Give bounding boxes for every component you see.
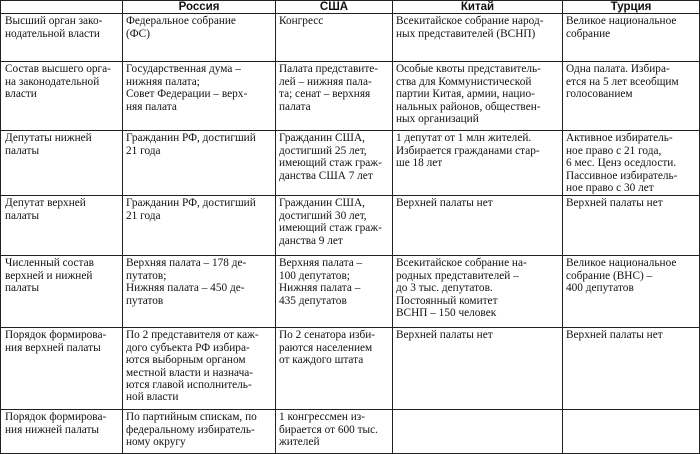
row-label-cell [1, 14, 123, 62]
cell-usa [276, 256, 393, 328]
header-usa: США [276, 1, 393, 14]
cell-line: ных представителей (ВСНП) [396, 27, 536, 40]
cell-line: Верхняя палата – [279, 257, 363, 270]
table-row [1, 256, 700, 328]
cell-line: Верхней палаты нет [396, 329, 493, 342]
cell-line: По 2 представителя от каж- [126, 329, 259, 342]
cell-line: путатов [126, 294, 164, 307]
cell-line: 400 депутатов [566, 282, 634, 295]
cell-line: Всекитайское собрание на- [396, 257, 527, 270]
cell-line: Государственная дума – [126, 63, 241, 76]
header-blank [1, 1, 123, 14]
table-row [1, 14, 700, 62]
cell-line: ВСНП – 150 человек [396, 307, 497, 320]
row-label-cell [1, 196, 123, 256]
cell-line: партии Китая, армии, нацио- [396, 88, 535, 101]
cell-line: местной власти и назнача- [126, 366, 254, 379]
cell-turkey [563, 62, 700, 131]
table-row [1, 328, 700, 410]
cell-line: Состав высшего орга- [5, 63, 111, 76]
cell-line: имеющий стаж граж- [279, 157, 382, 170]
cell-russia [123, 328, 276, 410]
cell-line: Особые квоты представитель- [396, 63, 541, 76]
row-label-cell [1, 256, 123, 328]
cell-line: палаты [5, 209, 40, 222]
cell-line: собрание (ВНС) – [566, 269, 653, 282]
cell-line: ется на 5 лет всеобщим [566, 75, 679, 88]
cell-line: Палата представите- [279, 63, 379, 76]
cell-line: Всекитайское собрание народ- [396, 15, 544, 28]
cell-line: родных представителей – [396, 269, 519, 282]
cell-line: данства США 7 лет [279, 169, 373, 182]
row-label-cell [1, 131, 123, 196]
cell-usa [276, 328, 393, 410]
cell-line: лей – нижняя пала- [279, 75, 372, 88]
header-row [1, 1, 700, 14]
table-row [1, 196, 700, 256]
cell-line: ной власти [126, 391, 179, 404]
cell-line: 1 депутат от 1 млн жителей. [396, 132, 532, 145]
cell-line: палаты [5, 144, 40, 157]
cell-turkey [563, 131, 700, 196]
cell-line: палата [279, 100, 311, 113]
table-row [1, 62, 700, 131]
cell-turkey [563, 410, 700, 454]
cell-line: Верхняя палата – 178 де- [126, 257, 247, 270]
cell-line: ше 18 лет [396, 157, 443, 170]
cell-line: 100 депутатов; [279, 269, 350, 282]
cell-line: ное право с 30 лет [566, 182, 654, 195]
cell-line: 6 мес. Ценз оседлости. [566, 157, 677, 170]
cell-line: Порядок формирова- [5, 329, 107, 342]
cell-line: Верхней палаты нет [566, 329, 663, 342]
cell-line: 21 года [126, 144, 161, 157]
cell-line: ных организаций [396, 113, 479, 126]
header-russia: Россия [123, 1, 276, 14]
cell-line: (ФС) [126, 27, 150, 40]
cell-line: По 2 сенатора изби- [279, 329, 376, 342]
cell-line: путатов; [126, 269, 167, 282]
cell-russia [123, 62, 276, 131]
cell-line: на законодательной [5, 75, 100, 88]
cell-line: Нижняя палата – 450 де- [126, 282, 245, 295]
cell-line: власти [5, 88, 37, 101]
row-label-cell [1, 328, 123, 410]
cell-line: ются выборным органом [126, 354, 246, 367]
cell-line: Постоянный комитет [396, 294, 498, 307]
cell-line: бирается от 600 тыс. [279, 423, 378, 436]
cell-russia [123, 131, 276, 196]
cell-china [393, 256, 563, 328]
row-label-cell [1, 62, 123, 131]
cell-russia [123, 14, 276, 62]
cell-line: до 3 тыс. депутатов. [396, 282, 493, 295]
cell-turkey [563, 328, 700, 410]
cell-turkey [563, 256, 700, 328]
cell-line: Федеральное собрание [126, 15, 236, 28]
cell-line: дого субъекта РФ избира- [126, 341, 250, 354]
cell-line: ния нижней палаты [5, 423, 99, 436]
cell-russia [123, 410, 276, 454]
cell-usa [276, 62, 393, 131]
cell-line: Верхней палаты нет [396, 197, 493, 210]
cell-line: Депутаты нижней [5, 132, 92, 145]
cell-line: нижняя палата; [126, 75, 200, 88]
cell-line: ства для Коммунистической [396, 75, 532, 88]
cell-line: ное право с 21 года, [566, 144, 662, 157]
cell-line: жителей [279, 436, 320, 449]
cell-line: Порядок формирова- [5, 411, 107, 424]
cell-china [393, 131, 563, 196]
cell-line: 1 конгрессмен из- [279, 411, 365, 424]
cell-line: нальных районов, обществен- [396, 100, 541, 113]
table-row [1, 410, 700, 454]
cell-china [393, 196, 563, 256]
cell-line: Конгресс [279, 15, 324, 28]
row-label-cell [1, 410, 123, 454]
table-body [1, 14, 700, 454]
cell-line: Верхней палаты нет [566, 197, 663, 210]
cell-line: Гражданин РФ, достигший [126, 197, 256, 210]
cell-line: верхней и нижней [5, 269, 93, 282]
cell-line: Нижняя палата – [279, 282, 361, 295]
cell-line: та; сенат – верхняя [279, 88, 371, 101]
cell-turkey [563, 196, 700, 256]
cell-line: достигший 25 лет, [279, 144, 367, 157]
cell-line: собрание [566, 27, 611, 40]
cell-line: Великое национальное [566, 15, 677, 28]
cell-line: Одна палата. Избира- [566, 63, 670, 76]
cell-line: федеральному избиратель- [126, 423, 255, 436]
cell-line: По партийным спискам, по [126, 411, 257, 424]
cell-line: раются населением [279, 341, 373, 354]
cell-turkey [563, 14, 700, 62]
cell-line: от каждого штата [279, 354, 364, 367]
table-row [1, 131, 700, 196]
cell-line: 435 депутатов [279, 294, 347, 307]
cell-line: 21 года [126, 209, 161, 222]
header-turkey: Турция [563, 1, 700, 14]
cell-usa [276, 196, 393, 256]
cell-line: Гражданин США, [279, 132, 365, 145]
cell-usa [276, 410, 393, 454]
cell-china [393, 328, 563, 410]
cell-line: палаты [5, 282, 40, 295]
cell-usa [276, 131, 393, 196]
cell-line: Пассивное избиратель- [566, 169, 678, 182]
cell-line: Великое национальное [566, 257, 677, 270]
cell-line: Численный состав [5, 257, 94, 270]
cell-line: ются главой исполнитель- [126, 379, 252, 392]
cell-usa [276, 14, 393, 62]
cell-russia [123, 196, 276, 256]
cell-line: ния верхней палаты [5, 341, 101, 354]
cell-line: Депутат верхней [5, 197, 86, 210]
cell-line: Высший орган зако- [5, 15, 103, 28]
cell-china [393, 14, 563, 62]
cell-line: данства 9 лет [279, 234, 343, 247]
cell-line: Совет Федерации – верх- [126, 88, 248, 101]
cell-line: достигший 30 лет, [279, 209, 367, 222]
cell-line: голосованием [566, 88, 633, 101]
cell-china [393, 410, 563, 454]
cell-line: Гражданин РФ, достигший [126, 132, 256, 145]
cell-china [393, 62, 563, 131]
cell-line: Гражданин США, [279, 197, 365, 210]
cell-line: Избирается гражданами стар- [396, 144, 540, 157]
cell-line: имеющий стаж граж- [279, 222, 382, 235]
cell-russia [123, 256, 276, 328]
cell-line: нодательной власти [5, 27, 100, 40]
cell-line: Активное избиратель- [566, 132, 673, 145]
header-china: Китай [393, 1, 563, 14]
cell-line: ному округу [126, 436, 186, 449]
cell-line: няя палата [126, 100, 177, 113]
